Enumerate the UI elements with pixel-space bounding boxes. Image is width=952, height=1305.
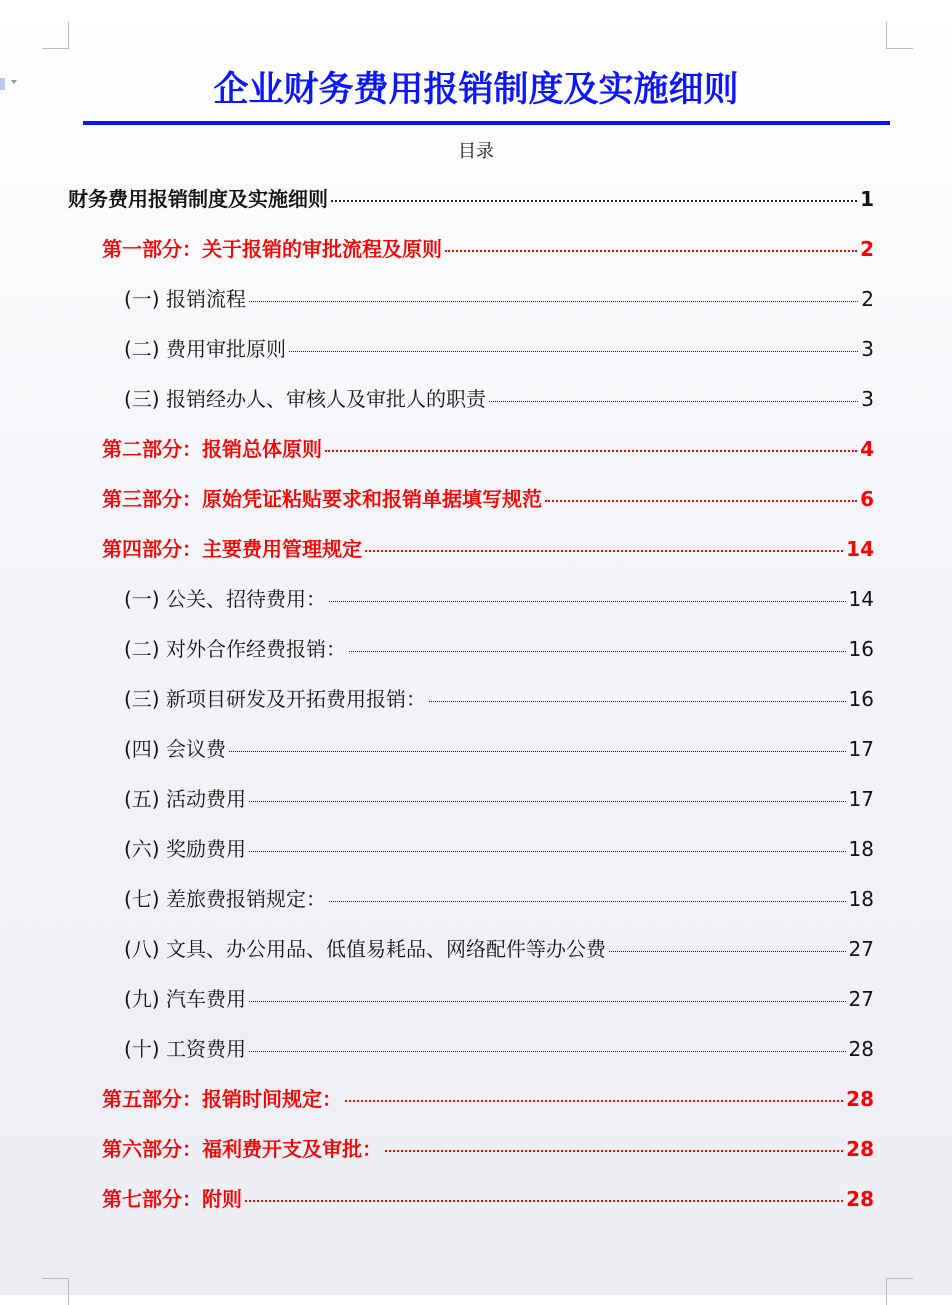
toc-entry[interactable] [124,833,874,863]
toc-page-number: 4 [860,437,874,461]
toc-page-number: 18 [848,837,874,861]
toc-entry[interactable] [124,783,874,813]
toc-leader-dots [249,301,858,302]
toc-page-number: 1 [860,187,874,211]
toc-leader-dots [609,951,846,952]
toc-leader-dots [329,901,846,902]
toc-entry-label: (三) 报销经办人、审核人及审批人的职责 [124,387,486,411]
toc-leader-dots [249,1051,846,1052]
toc-entry-label: 财务费用报销制度及实施细则 [68,187,328,211]
toc-entry-label: 第六部分：福利费开支及审批： [102,1137,382,1161]
page-corner-mark [886,22,913,49]
toc-entry[interactable] [102,1133,874,1163]
toc-entry-label: (八) 文具、办公用品、低值易耗品、网络配件等办公费 [124,937,606,961]
toc-entry-label: (二) 对外合作经费报销： [124,637,346,661]
toc-leader-dots [325,450,857,452]
toc-entry[interactable] [124,1033,874,1063]
toc-entry-label: (九) 汽车费用 [124,987,246,1011]
toc-entry-label: (一) 公关、招待费用： [124,587,326,611]
toc-leader-dots [249,851,846,852]
toc-page-number: 27 [848,937,874,961]
toc-entry-label: 第四部分：主要费用管理规定 [102,537,362,561]
toc-entry-label: 第五部分：报销时间规定： [102,1087,342,1111]
toc-leader-dots [229,751,846,752]
toc-entry-label: 第三部分：原始凭证粘贴要求和报销单据填写规范 [102,487,542,511]
toc-page-number: 6 [860,487,874,511]
toc-entry-label: (七) 差旅费报销规定： [124,887,326,911]
toc-page-number: 27 [848,987,874,1011]
toc-page-number: 28 [846,1087,874,1111]
page-corner-mark [886,1278,913,1305]
toc-entry[interactable] [124,733,874,763]
toc-entry-label: (一) 报销流程 [124,287,246,311]
toc-entry-label: (二) 费用审批原则 [124,337,286,361]
page-corner-mark [42,1278,69,1305]
toc-entry-label: (十) 工资费用 [124,1037,246,1061]
toc-entry-label: 第一部分：关于报销的审批流程及原则 [102,237,442,261]
toc-leader-dots [349,651,846,652]
toc-page-number: 17 [848,787,874,811]
toc-entry-label: 第七部分：附则 [102,1187,242,1211]
toc-entry-label: 第二部分：报销总体原则 [102,437,322,461]
toc-entry[interactable] [102,1083,874,1113]
toc-leader-dots [429,701,846,702]
toc-leader-dots [365,550,843,552]
toc-leader-dots [331,200,857,202]
toc-entry[interactable] [102,483,874,513]
title-underline [83,121,890,125]
page-corner-mark [42,22,69,49]
toc-page-number: 14 [846,537,874,561]
toc-page-number: 28 [846,1187,874,1211]
toc-entry-label: (三) 新项目研发及开拓费用报销： [124,687,426,711]
toc-page-number: 3 [861,387,874,411]
toc-entry[interactable] [124,933,874,963]
toc-entry[interactable] [124,283,874,313]
toc-entry[interactable] [68,183,874,213]
toc-entry[interactable] [124,883,874,913]
toc-entry[interactable] [102,433,874,463]
toc-leader-dots [329,601,846,602]
toc-leader-dots [249,801,846,802]
toc-page-number: 28 [848,1037,874,1061]
toc-entry[interactable] [124,583,874,613]
toc-leader-dots [245,1200,843,1202]
toc-page-number: 18 [848,887,874,911]
toc-page-number: 16 [848,637,874,661]
toc-page-number: 2 [860,237,874,261]
toc-leader-dots [545,500,857,502]
toc-entry-label: (六) 奖励费用 [124,837,246,861]
toc-page-number: 3 [861,337,874,361]
toc-entry-label: (五) 活动费用 [124,787,246,811]
toc-leader-dots [345,1100,843,1102]
toc-leader-dots [489,401,858,402]
toc-leader-dots [289,351,858,352]
toc-page-number: 14 [848,587,874,611]
toc-leader-dots [445,250,857,252]
toc-entry[interactable] [102,533,874,563]
toc-heading: 目录 [458,141,494,162]
toc-page-number: 17 [848,737,874,761]
toc-leader-dots [385,1150,843,1152]
toc-entry[interactable] [124,683,874,713]
toc-entry[interactable] [102,233,874,263]
toc-entry[interactable] [124,983,874,1013]
document-title: 企业财务费用报销制度及实施细则 [213,70,739,110]
toc-entry[interactable] [102,1183,874,1213]
toc-page-number: 16 [848,687,874,711]
toc-page-number: 2 [861,287,874,311]
toc-entry-label: (四) 会议费 [124,737,226,761]
toc-entry[interactable] [124,333,874,363]
toc-entry[interactable] [124,383,874,413]
toc-leader-dots [249,1001,846,1002]
toc-page-number: 28 [846,1137,874,1161]
toc-entry[interactable] [124,633,874,663]
